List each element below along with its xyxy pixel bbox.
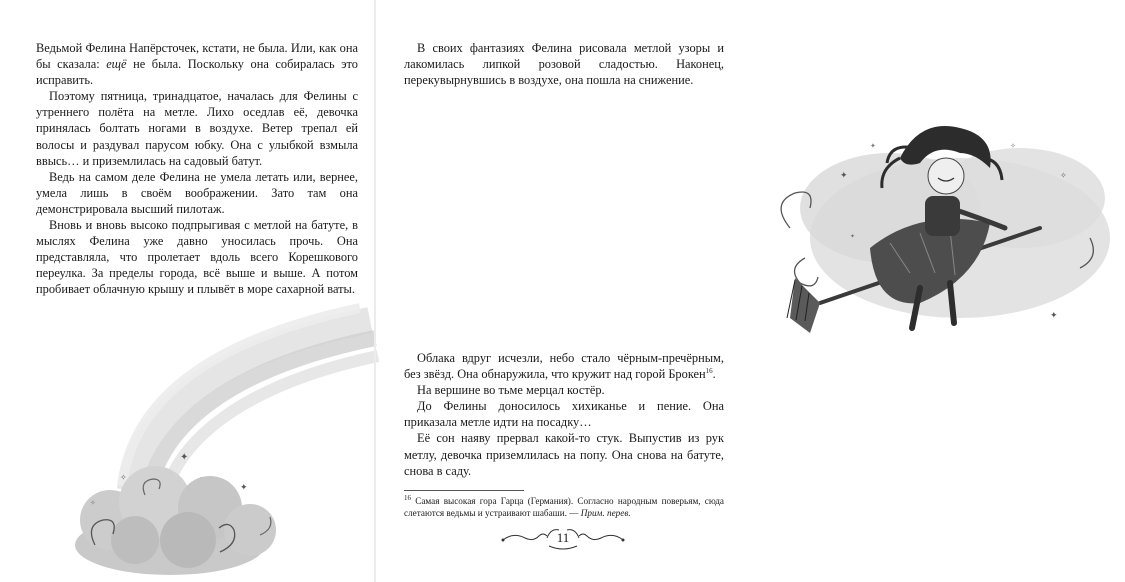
emphasis: ещё — [106, 57, 127, 72]
page-number-ornament — [493, 522, 633, 558]
right-page-text-bottom — [404, 350, 724, 479]
svg-text:✦: ✦ — [840, 171, 848, 181]
left-page — [0, 0, 375, 582]
paragraph: Ведь на самом деле Фелина не умела летать или, вернее, умела лишь в своём воображении. Зато там она демонстрировала высший пилотаж. — [36, 169, 358, 216]
flight-trail-illustration — [60, 290, 380, 582]
svg-text:✧: ✧ — [1010, 142, 1016, 150]
paragraph: До Фелины доносилось хихиканье и пение. Она приказала метле идти на посадку… — [404, 399, 724, 430]
paragraph: На вершине во тьме мерцал костёр. — [417, 383, 605, 398]
footnote — [404, 490, 724, 520]
svg-text:✦: ✦ — [870, 142, 876, 150]
svg-text:✧: ✧ — [1060, 171, 1067, 180]
page-number: 11 — [556, 530, 570, 545]
paragraph: Её сон наяву прервал какой-то стук. Выпустив из рук метлу, девочка приземлилась на попу. Она снова на батуте, снова в саду. — [404, 431, 724, 478]
footnote-rule — [404, 490, 524, 491]
footnote-note: Прим. перев. — [580, 508, 631, 519]
paragraph: Вновь и вновь высоко подпрыгивая с метлой на батуте, в мыслях Фелина уже давно уносилась прочь. Она представляла, что пролетает вдоль всего Корешкового переулка. За пределы города, всё выше и выше. А потом пробивает облачную крышу и плывёт в море сахарной ваты. — [36, 218, 358, 297]
right-page — [375, 0, 1067, 582]
footnote-reference[interactable]: 16 — [705, 366, 713, 375]
paragraph: Облака вдруг исчезли, небо стало чёрным-пречёрным, без звёзд. Она обнаружила, что кружит над горой Брокен$^{16}$. — [404, 351, 724, 382]
svg-text:✧: ✧ — [90, 499, 96, 507]
svg-text:✦: ✦ — [850, 233, 856, 240]
svg-text:✧: ✧ — [120, 473, 127, 482]
paragraph: Поэтому пятница, тринадцатое, началась для Фелины с утреннего полёта на метле. Лихо оседлав её, девочка принялась болтать ногами в воздухе. Ветер трепал ей волосы и раздувал парусом юбку. Она с улыбкой взмыла ввысь… и приземлилась на садовый батут. — [36, 89, 358, 168]
left-page-text — [36, 40, 358, 298]
paragraph: Ведьмой Фелина Напёрсточек, кстати, не была. Или, как она бы сказала: ещё не была. Поскольку она собиралась это исправить. — [36, 41, 358, 88]
svg-text:✦: ✦ — [1050, 311, 1058, 321]
right-page-text-top — [404, 40, 724, 88]
footnote-marker: 16 — [404, 493, 411, 502]
svg-text:✦: ✦ — [180, 452, 189, 463]
svg-text:✦: ✦ — [240, 483, 248, 493]
footnote-text: Самая высокая гора Гарца (Германия). Согласно народным поверьям, сюда слетаются ведьмы и устраивают шабаши. — — [404, 496, 724, 519]
girl-on-broom-illustration — [750, 118, 1125, 343]
paragraph: В своих фантазиях Фелина рисовала метлой узоры и лакомилась липкой розовой сладостью. Наконец, перекувырнувшись в воздухе, она пошла на снижение. — [404, 41, 724, 88]
svg-text:·: · — [200, 475, 202, 482]
